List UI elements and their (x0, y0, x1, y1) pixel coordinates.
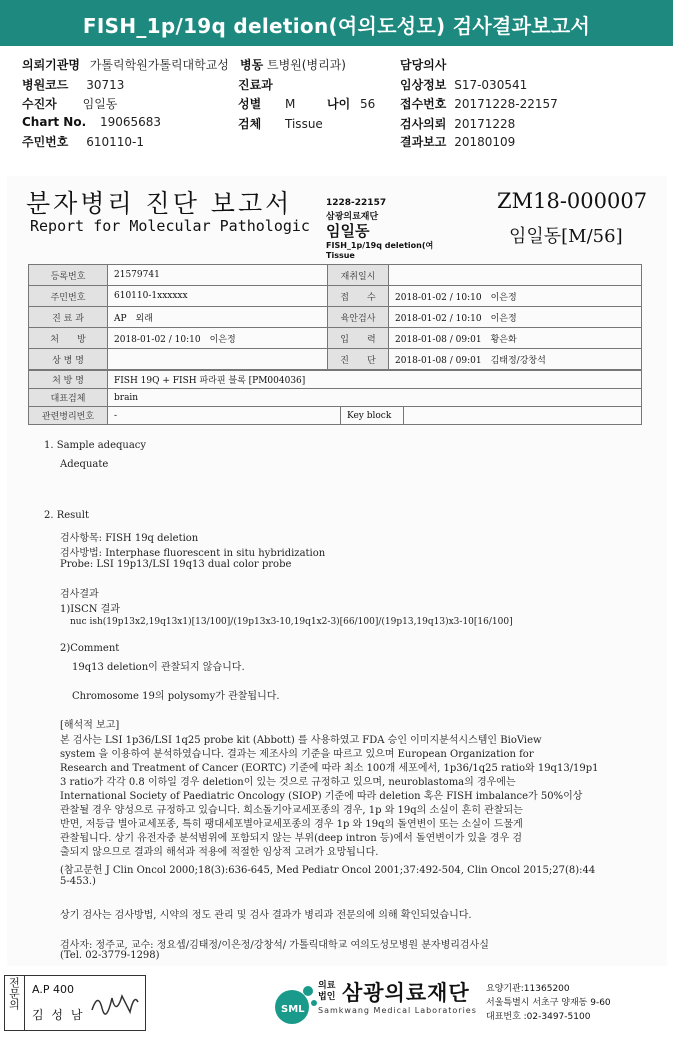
ward-field: 병동 트병원(병리과) (240, 58, 346, 72)
body-line: Chromosome 19의 polysomy가 관찰됩니다. (72, 691, 280, 702)
body-line: Probe: LSI 19p13/LSI 19q13 dual color probe (60, 559, 292, 570)
section-heading: 2. Result (44, 510, 89, 521)
table-row: 관련병리번호 - Key block (29, 407, 642, 425)
body-line: International Society of Paediatric Oncology (SIOP) 기준에 따라 deletion 혹은 FISH imbalance가 50%이상 (60, 791, 583, 802)
body-line: 1)ISCN 결과 (60, 604, 120, 615)
doctor-name: 김 성 남 (32, 1008, 85, 1022)
page-title: FISH_1p/19q deletion(여의도성모) 검사결과보고서 (82, 14, 591, 38)
case-number: ZM18-000007 (497, 189, 648, 213)
doctor-field: 담당의사 (400, 58, 447, 72)
body-line: 3 ratio가 각각 0.8 이하일 경우 deletion이 있는 것으로 규정하고 있으며, neuroblastoma의 경우에는 (60, 777, 516, 788)
sticker-name: 임일동 (326, 222, 370, 240)
body-line: 검사방법: Interphase fluorescent in situ hybridization (60, 548, 326, 559)
body-line: 검사항목: FISH 19q deletion (60, 533, 199, 544)
dept-field: 진료과 (238, 78, 273, 92)
age-field: 나이 56 (327, 97, 376, 111)
report-title-en: Report for Molecular Pathologic (30, 217, 310, 235)
body-line: 5-453.) (60, 876, 96, 887)
body-line: 상기 검사는 검사방법, 시약의 정도 관리 및 검사 결과가 병리과 전문의에 의해 확인되었습니다. (60, 910, 472, 921)
ap-number: A.P 400 (32, 983, 74, 996)
sex-field: 성별 M (238, 97, 296, 111)
specialist-label: 전문의 (4, 975, 25, 1031)
sticker-test: FISH_1p/19q deletion(여 (326, 241, 434, 250)
receipt-field: 접수번호 20171228-22157 (400, 97, 558, 111)
chart-field: Chart No. 19065683 (22, 115, 162, 129)
table-row: 주민번호 610110-1xxxxxx 접 수 2018-01-02 / 10:10 이은정 (29, 286, 642, 307)
body-line: 2)Comment (60, 643, 120, 654)
signature-icon (90, 988, 140, 1022)
rrn-field: 주민번호 610110-1 (22, 135, 144, 149)
org-english-name: Samkwang Medical Laboratories (318, 1006, 477, 1015)
body-line: 검사자: 정주교, 교수: 정요셉/김태정/이은정/강창석/ 가톨릭대학교 여의도성모병원 분자병리검사실 (60, 940, 489, 951)
svg-text:SML: SML (281, 1004, 305, 1015)
sticker-specimen: Tissue (326, 251, 355, 260)
body-line: (Tel. 02-3779-1298) (60, 950, 160, 961)
org-phone: 대표번호 :02-3497-5100 (486, 1012, 591, 1022)
report-info-table (28, 264, 642, 370)
body-line: 19q13 deletion이 관찰되지 않습니다. (72, 662, 245, 673)
body-line: system 을 이용하여 분석하였습니다. 결과는 제조사의 기준을 따르고 있으며 European Organization for (60, 749, 534, 760)
sticker-receipt: 1228-22157 (326, 198, 387, 208)
body-line: 출되지 않으므로 결과의 해석과 적용에 적절한 임상적 고려가 요망됩니다. (60, 847, 379, 858)
body-line: 검사결과 (60, 589, 99, 600)
table-row: 상 병 명 진 단 2018-01-08 / 09:01 김태정/강창석 (29, 349, 642, 370)
org-name: 삼광의료재단 (342, 981, 470, 1005)
body-line: 본 검사는 LSI 1p36/LSI 1q25 probe kit (Abbott) 를 사용하였고 FDA 승인 이미지분석시스템인 BioView (60, 735, 542, 746)
body-line: Research and Treatment of Cancer (EORTC) 기준에 따라 최소 100개 세포에서, 1p36/1q25 ratio와 19q13/19p1 (60, 763, 599, 774)
body-line: 관찰될 경우 양성으로 규정하고 있습니다. 희소돌기아교세포종의 경우, 1p 와 19q의 소실이 흔히 관찰되는 (60, 805, 523, 816)
org-address: 서울특별시 서초구 양재동 9-60 (486, 998, 611, 1008)
examinee-field: 수진자 임일동 (22, 97, 118, 111)
institution-code: 요양기관:11365200 (486, 984, 570, 994)
table-row: 대표검체 brain (29, 389, 642, 407)
table-row: 처 방 2018-01-02 / 10:10 이은정 입 력 2018-01-08 / 09:01 황은화 (29, 328, 642, 349)
iscn-result: nuc ish(19p13x2,19q13x1)[13/100]/(19p13x3-10,19q1x2-3)[66/100]/(19p13,19q13)x3-10[16/100] (70, 617, 513, 627)
body-line: 반면, 저등급 별아교세포종, 특히 팽대세포별아교세포종의 경우 1p 와 19q의 돌연변이 또는 소실이 드물게 (60, 819, 523, 830)
sml-logo-icon (270, 983, 320, 1031)
code-field: 병원코드 30713 (22, 78, 125, 92)
table-row: 등록번호 21579741 재취일시 (29, 265, 642, 286)
request-field: 검사의뢰 20171228 (400, 117, 516, 131)
report-date-field: 결과보고 20180109 (400, 135, 516, 149)
hospital-field: 의뢰기관명 가톨릭학원가톨릭대학교성 (22, 58, 229, 72)
report-patient: 임일동[M/56] (509, 226, 623, 247)
body-line: 관찰됩니다. 상기 유전자중 분석범위에 포함되지 않는 부위(deep intron 등)에서 돌연변이가 있을 경우 검 (60, 833, 523, 844)
section-heading: 1. Sample adequacy (44, 440, 147, 451)
body-line: (참고문헌 J Clin Oncol 2000;18(3):636-645, Med Pediatr Oncol 2001;37:492-504, Clin Oncol 2015;27(8):44 (60, 865, 596, 876)
table-row: 진 료 과 AP 외래 육안검사 2018-01-02 / 10:10 이은정 (29, 307, 642, 328)
org-kind: 의료법인 (318, 981, 336, 1002)
clinical-field: 임상정보 S17-030541 (400, 78, 528, 92)
sticker-org: 삼광의료재단 (326, 212, 379, 222)
table-row: 처 방 명 FISH 19Q + FISH 파라핀 블록 [PM004036] (29, 371, 642, 389)
report-title-ko: 분자병리 진단 보고서 (26, 189, 293, 218)
report-rx-table (28, 370, 642, 425)
body-line: Adequate (60, 459, 109, 470)
specimen-field: 검체 Tissue (238, 117, 323, 131)
body-line: [해석적 보고] (60, 720, 120, 731)
